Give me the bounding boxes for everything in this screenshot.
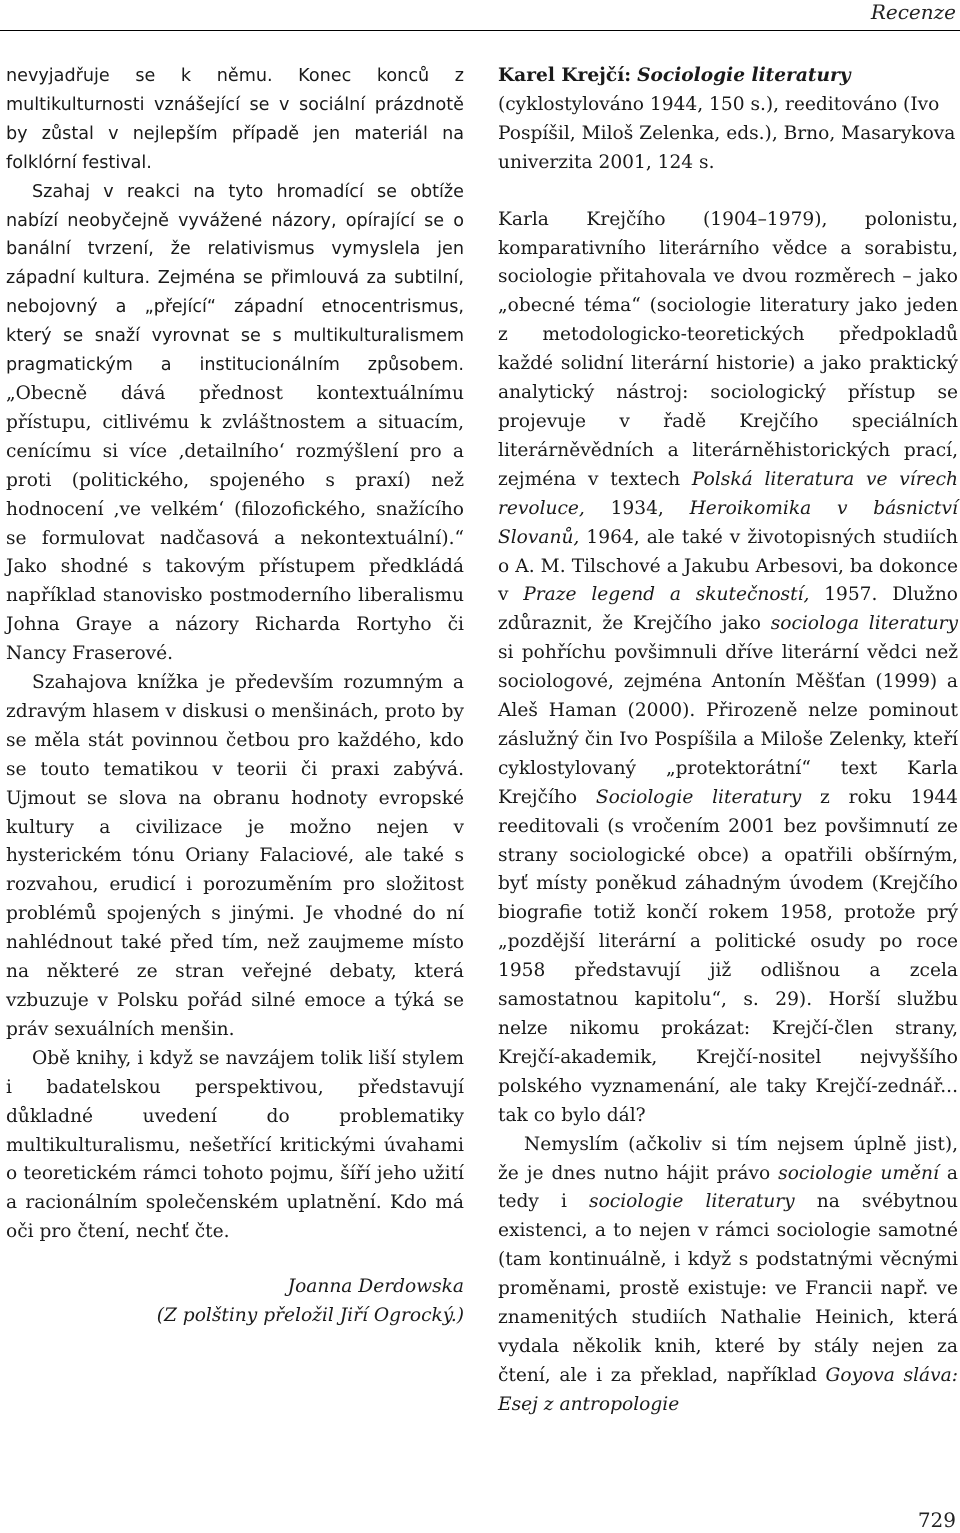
title-goyova-slava: Goyova sláva: Esej z antropologie — [498, 1364, 958, 1415]
quote-obecne: „Obecně dává přednost kontextuálnímu přístupu, citlivému k zvláštnostem a situacím, cenícímu si více ‚detailního‘ rozmýšlení pro a proti (politického, spojeného s praxí) než hodnocení ‚ve velkém‘ (filozofického, snažícího se formulovat nadčasová a nekontextuální).“ — [6, 382, 464, 549]
krejci-text-c: 1964, ale také v životopisných studiích o A. M. Tilschové a Jakubu Arbesovi, ba dokonce v — [498, 526, 958, 606]
header-rule — [0, 30, 960, 31]
review-author: Karel Krejčí: — [498, 65, 632, 86]
krejci-text-d: 1957. Dlužno zdůraznit, že Krejčího jako — [498, 584, 958, 635]
paragraph-szahaj-end: Jako shodné s takovým přístupem předkládá například stanovisko postmoderního liberalismu Johna Graye a názory Richarda Rortyho či Nancy Fraserové. — [6, 556, 464, 665]
review-title: Sociologie literatury — [637, 65, 851, 86]
paragraph-nemyslim — [498, 1131, 958, 1420]
paragraph-szahaj — [6, 178, 464, 669]
krejci-title-heroikomika: Heroikomika v básnictví Slovanů, — [498, 497, 958, 548]
krejci-term-sociolog: sociologa literatury — [770, 613, 958, 635]
krejci-text-e: si pohříchu povšimnuli dříve literární vědci než sociologové, zejména Antonín Měšťan (1999) a Aleš Haman (2000). Přirozeně nelze pominout záslužný čin Ivo Pospíšila a Miloše Zelenky, kteří cyklostylovaný „protektorátní“ text Karla Krejčího — [498, 642, 958, 808]
paragraph-szahaj-sans: Szahaj v reakci na tyto hromadící se obtíže nabízí neobyčejně vyvážené názory, opírající se o banální tvrzení, že relativismus vymyslela jen západní kultura. Zejména se přimlouvá za subtilní, nebojovný a „přející“ západní etnocentrismus, který se snaží vyrovnat se s multikulturalismem pragmatickým a institucionálním způsobem. — [6, 181, 464, 376]
krejci-text-b: 1934, — [584, 497, 690, 519]
review-details: (cyklostylováno 1944, 150 s.), reeditováno (Ivo Pospíšil, Miloš Zelenka, eds.), Brno, Masarykova univerzita 2001, 124 s. — [498, 93, 956, 173]
krejci-title-polska: Polská literatura ve vírech revoluce, — [498, 468, 959, 519]
term-sociologie-umeni: sociologie umění — [778, 1162, 939, 1184]
signature-author: Joanna Derdowska — [287, 1276, 464, 1298]
page-number: 729 — [917, 1508, 956, 1532]
term-sociologie-literatury: sociologie literatury — [589, 1191, 795, 1213]
krejci-text-a: Karla Krejčího (1904–1979), polonistu, komparativního literárního vědce a sorabistu, sociologie přitahovala ve dvou rozměrech – jako „obecné téma“ (sociologie literatury jako jeden z metodologicko-teoretických předpokladů každé solidní literární historie) a jako praktický analytický nástroj: sociologický přístup se projevuje v řadě Krejčího speciálních literárněvědních a literárněhistorických prací, zejména v textech — [498, 208, 958, 490]
left-column — [6, 62, 464, 1331]
nemyslim-text-b: a tedy i — [498, 1162, 958, 1213]
review-heading — [498, 62, 958, 178]
paragraph-krejci — [498, 206, 958, 1131]
paragraph-knizka: Szahajova knížka je především rozumným a zdravým hlasem v diskusi o menšinách, proto by se měla stát povinnou četbou pro každého, kdo se touto tematikou v teorii či praxi zabývá. Ujmout se slova na obranu hodnoty evropské kultury a civilizace je možno nejen v hysterickém tónu Oriany Falaciové, ale také s rozvahou, erudicí i porozuměním pro složitost problémů spojených s jinými. Je vhodné do ní nahlédnout také před tím, než zaujmeme místo na některé ze stran veřejné debaty, která vzbuzuje v Polsku pořád silné emoce a týká se práv sexuálních menšin. — [6, 672, 464, 1040]
running-head: Recenze — [870, 0, 956, 24]
nemyslim-text-a: Nemyslím (ačkoliv si tím nejsem úplně jist), že je dnes nutno hájit právo — [498, 1133, 958, 1184]
signature-translator: (Z polštiny přeložil Jiří Ogrocký.) — [156, 1305, 464, 1327]
nemyslim-text-c: na svébytnou existenci, a to nejen v rámci sociologie samotné (tam kontinuálně, i když s podstatnými věcnými proměnami, prostě existuje: ve Francii např. ve znamenitých studiích Nathalie Heinich, která vydala několik knih, které by stály nejen za čtení, ale i za překlad, například — [498, 1191, 958, 1386]
krejci-title-praha: Praze legend a skutečností, — [523, 584, 810, 606]
krejci-title-sociologie: Sociologie literatury — [595, 786, 802, 808]
paragraph-continued: nevyjadřuje se k němu. Konec konců z multikulturnosti vznášející se v sociální prázdnotě by zůstal v nejlepším případě jen materiál na folklórní festival. — [6, 66, 464, 173]
right-column — [498, 62, 958, 1420]
krejci-text-f: z roku 1944 reeditovali (s vročením 2001 bez povšimnutí ze strany sociologické obce) a opatřili obšírným, byť místy poněkud záhadným úvodem (Krejčího biografie totiž končí rokem 1958, protože prý „pozdější literární a politické osudy po roce 1958 představují již odlišnou a zcela samostatnou kapitolu“, s. 29). Horší službu nelze nikomu prokázat: Krejčí-člen strany, Krejčí-akademik, Krejčí-nositel nejvyššího polského vyznamenání, ale taky Krejčí-zednář... tak co bylo dál? — [498, 786, 958, 1126]
paragraph-obe-knihy: Obě knihy, i když se navzájem tolik liší stylem i badatelskou perspektivou, představují důkladné uvedení do problematiky multikulturalismu, nešetřící kritickými úvahami o teoretickém rámci tohoto pojmu, šíří jeho užití a racionálním společenském uplatnění. Kdo má oči pro čtení, nechť čte. — [6, 1047, 464, 1243]
